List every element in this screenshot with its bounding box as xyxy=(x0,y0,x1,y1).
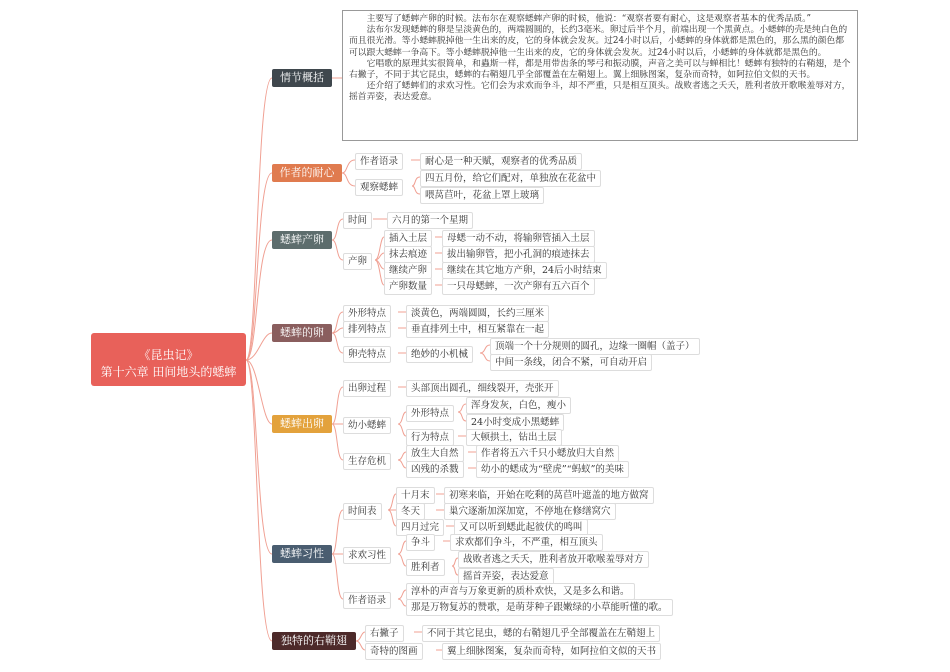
young-act-label[interactable]: 行为特点 xyxy=(406,429,454,446)
right-handed-text[interactable]: 不同于其它昆虫，蟋的右鞘翅几乎全部覆盖在左鞘翅上 xyxy=(422,625,660,642)
courtship-label[interactable]: 求欢习性 xyxy=(343,547,391,564)
egg-shell-text-1[interactable]: 顶端一个十分规则的圆孔，边缘一圈帽（盖子） xyxy=(490,338,700,355)
lay-row-key[interactable]: 产卵数量 xyxy=(384,278,432,295)
young-look-text-2[interactable]: 24小时变成小黑蟋蟀 xyxy=(466,414,564,431)
plot-summary-text xyxy=(342,10,858,141)
lay-row-key[interactable]: 继续产卵 xyxy=(384,262,432,279)
author-quote-label[interactable]: 作者语录 xyxy=(355,153,403,170)
branch-cricket-eggs[interactable]: 蟋蟀的卵 xyxy=(272,324,332,342)
author-quote-label-2[interactable]: 作者语录 xyxy=(343,592,391,609)
fight-label[interactable]: 争斗 xyxy=(406,534,435,551)
survival-crisis-label[interactable]: 生存危机 xyxy=(343,453,391,470)
observe-cricket-text-2[interactable]: 喂莴苣叶，花盆上罩上玻璃 xyxy=(420,187,544,204)
lay-row-value[interactable]: 拔出输卵管，把小孔洞的痕迹抹去 xyxy=(442,246,595,263)
winner-label[interactable]: 胜利者 xyxy=(406,559,445,576)
lay-time-text[interactable]: 六月的第一个星期 xyxy=(387,212,473,229)
author-quote-text[interactable]: 耐心是一种天赋，观察者的优秀品质 xyxy=(420,153,582,170)
observe-cricket-label[interactable]: 观察蟋蟀 xyxy=(355,179,403,196)
release-text[interactable]: 作者将五六千只小蟋放归大自然 xyxy=(476,445,619,462)
branch-habits[interactable]: 蟋蟀习性 xyxy=(272,545,332,563)
schedule-value[interactable]: 巢穴逐渐加深加宽，不停地在修缮窝穴 xyxy=(444,503,616,520)
egg-shell-text-2[interactable]: 中间一条线，闭合不紧，可自动开启 xyxy=(490,354,652,371)
author-quote-line-1[interactable]: 淳朴的声音与万象更新的质朴欢快，又是多么和谐。 xyxy=(406,583,635,600)
habit-schedule-label[interactable]: 时间表 xyxy=(343,503,382,520)
lay-row-value[interactable]: 一只母蟋蟀，一次产卵有五六百个 xyxy=(442,278,595,295)
root-topic[interactable] xyxy=(91,333,246,386)
summary-paragraph: 法布尔发现蟋蟀的卵是呈淡黄色的，两端圆圆的，长约3毫米。卵过后半个月，前端出现一个黑黄点。小蟋蟀的壳是纯白色的而且很光滑。等小蟋蟀脱掉他一生出来的皮，它的身体就会发灰。过24小时以后，小蟋蟀的身体就都是黑色的，那么黑的颜色都可以跟大蟋蟀一争高下。等小蟋蟀脱掉他一生出来的皮，它的身体就会发灰。过24小时以后，小蟋蟀的身体就都是黑色的。 xyxy=(349,25,848,58)
lay-row-value[interactable]: 继续在其它地方产卵，24后小时结束 xyxy=(442,262,607,279)
egg-shell-mechanism[interactable]: 绝妙的小机械 xyxy=(406,346,473,363)
branch-right-wing[interactable]: 独特的右鞘翅 xyxy=(272,632,356,650)
egg-shape-label[interactable]: 外形特点 xyxy=(343,305,391,322)
schedule-key[interactable]: 十月末 xyxy=(396,487,435,504)
young-act-text[interactable]: 大顿拱土，钻出土层 xyxy=(466,429,562,446)
root-title: 《昆虫记》 xyxy=(138,348,199,362)
schedule-key[interactable]: 四月过完 xyxy=(396,519,444,536)
schedule-value[interactable]: 初寒来临，开始在吃剩的莴苣叶遮盖的地方做窝 xyxy=(444,487,654,504)
egg-shell-label[interactable]: 卵壳特点 xyxy=(343,346,391,363)
branch-plot-summary[interactable]: 情节概括 xyxy=(272,69,332,87)
strange-picture-label[interactable]: 奇特的图画 xyxy=(365,643,423,660)
young-cricket-label[interactable]: 幼小蟋蟀 xyxy=(343,417,391,434)
fight-text[interactable]: 求欢都们争斗，不严重，相互顶头 xyxy=(450,534,603,551)
strange-picture-text[interactable]: 翼上细脉图案，复杂而奇特，如阿拉伯文似的天书 xyxy=(442,643,661,660)
root-subtitle: 第十六章 田间地头的蟋蟀 xyxy=(100,365,237,379)
hatch-process-text[interactable]: 头部顶出圆孔，细线裂开，壳张开 xyxy=(406,380,559,397)
young-look-text-1[interactable]: 浑身发灰，白色，瘦小 xyxy=(466,397,571,414)
young-look-label[interactable]: 外形特点 xyxy=(406,405,454,422)
branch-hatching[interactable]: 蟋蟀出卵 xyxy=(272,415,332,433)
schedule-key[interactable]: 冬天 xyxy=(396,503,425,520)
lay-row-value[interactable]: 母蟋一动不动，将输卵管插入土层 xyxy=(442,230,595,247)
observe-cricket-text-1[interactable]: 四五月份，给它们配对，单独放在花盆中 xyxy=(420,170,601,187)
summary-paragraph: 还介绍了蟋蟀们的求欢习性。它们会为求欢而争斗，却不严重，只是相互顶头。战败者逃之夭夭，胜利者放开歌喉羞辱对方，摇首弄姿，表达爱意。 xyxy=(349,81,851,103)
lay-row-key[interactable]: 抹去痕迹 xyxy=(384,246,432,263)
slaughter-label[interactable]: 凶残的杀戮 xyxy=(406,461,464,478)
winner-text-1[interactable]: 战败者逃之夭夭，胜利者放开歌喉羞辱对方 xyxy=(458,551,649,568)
egg-shape-text[interactable]: 淡黄色，两端圆圆，长约三厘米 xyxy=(406,305,549,322)
author-quote-line-2[interactable]: 那是万物复苏的赞歌，是萌芽种子跟嫩绿的小草能听懂的歌。 xyxy=(406,599,673,616)
lay-row-key[interactable]: 插入土层 xyxy=(384,230,432,247)
lay-time-label[interactable]: 时间 xyxy=(343,212,372,229)
egg-arrange-label[interactable]: 排列特点 xyxy=(343,321,391,338)
summary-paragraph: 它唱歌的原理其实很简单，和蟲斯一样，都是用带齿条的琴弓和振动膜，声音之美可以与蝉相比！蟋蟀有独特的右鞘翅，是个右撇子，不同于其它昆虫，蟋蟀的右鞘翅几乎全部覆盖在左鞘翅上。翼上细脉图案，复杂而奇特，如阿拉伯文似的天书。 xyxy=(349,58,851,81)
right-handed-label[interactable]: 右撇子 xyxy=(365,625,404,642)
slaughter-text[interactable]: 幼小的蟋成为“壁虎”“蚂蚁”的美味 xyxy=(476,461,629,478)
lay-label[interactable]: 产卵 xyxy=(343,253,372,270)
egg-arrange-text[interactable]: 垂直排列土中，相互紧靠在一起 xyxy=(406,321,549,338)
release-label[interactable]: 放生大自然 xyxy=(406,445,464,462)
summary-paragraph: 主要写了蟋蟀产卵的时候。法布尔在观察蟋蟀产卵的时候，他说：“观察者要有耐心，这是观察者基本的优秀品质。” xyxy=(366,14,812,24)
winner-text-2[interactable]: 摇首弄姿，表达爱意 xyxy=(458,568,554,585)
hatch-process-label[interactable]: 出卵过程 xyxy=(343,380,391,397)
branch-author-patience[interactable]: 作者的耐心 xyxy=(272,164,342,182)
schedule-value[interactable]: 又可以听到蟋此起彼伏的鸣叫 xyxy=(454,519,588,536)
branch-laying-eggs[interactable]: 蟋蟀产卵 xyxy=(272,231,332,249)
